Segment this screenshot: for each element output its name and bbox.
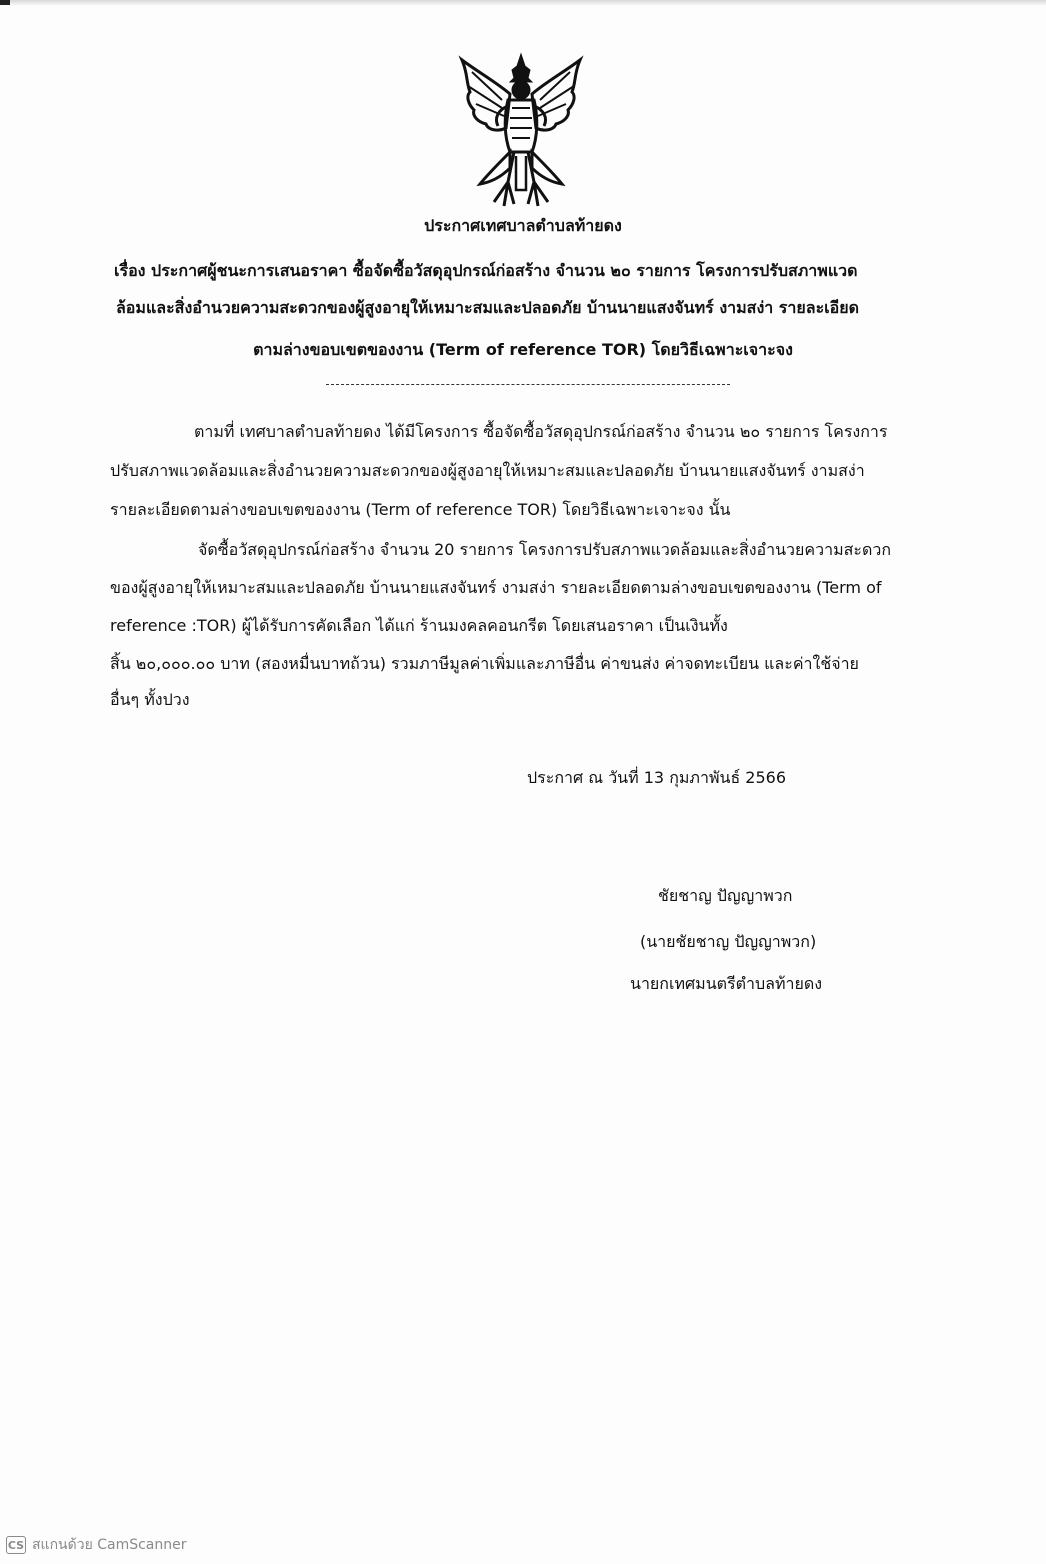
announcement-date: ประกาศ ณ วันที่ 13 กุมภาพันธ์ 2566 [527,768,787,787]
signed-name: ชัยชาญ ปัญญาพวก [658,886,793,905]
paragraph2-line-2: ของผู้สูงอายุให้เหมาะสมและปลอดภัย บ้านนายแสงจันทร์ งามสง่า รายละเอียดตามล่างขอบเขตของงาน (Term of [110,578,882,597]
paragraph2-line-4: สิ้น ๒๐,๐๐๐.๐๐ บาท (สองหมื่นบาทถ้วน) รวมภาษีมูลค่าเพิ่มและภาษีอื่น ค่าขนส่ง ค่าจดทะเบียน และค่าใช้จ่าย [110,654,859,673]
camscanner-text: สแกนด้วย CamScanner [32,1537,187,1553]
section-divider [326,384,730,385]
signatory-position: นายกเทศมนตรีตำบลท้ายดง [630,974,823,993]
subject-line-1: เรื่อง ประกาศผู้ชนะการเสนอราคา ซื้อจัดซื้อวัสดุอุปกรณ์ก่อสร้าง จำนวน ๒๐ รายการ โครงการปรับสภาพแวด [114,261,858,280]
document-title: ประกาศเทศบาลตำบลท้ายดง [424,216,622,235]
paragraph2-line-1: จัดซื้อวัสดุอุปกรณ์ก่อสร้าง จำนวน 20 รายการ โครงการปรับสภาพแวดล้อมและสิ่งอำนวยความสะดวก [198,540,892,559]
subject-line-3: ตามล่างขอบเขตของงาน (Term of reference TOR) โดยวิธีเฉพาะเจาะจง [253,340,793,359]
paragraph2-line-5: อื่นๆ ทั้งปวง [110,690,190,709]
signatory-full-name: (นายชัยชาญ ปัญญาพวก) [640,932,817,951]
garuda-emblem-icon [458,52,584,212]
scan-top-edge [0,0,1046,6]
subject-line-2: ล้อมและสิ่งอำนวยความสะดวกของผู้สูงอายุให้เหมาะสมและปลอดภัย บ้านนายแสงจันทร์ งามสง่า รายละเอียด [116,298,859,317]
scan-corner-mark [0,0,10,5]
paragraph1-line-3: รายละเอียดตามล่างขอบเขตของงาน (Term of reference TOR) โดยวิธีเฉพาะเจาะจง นั้น [110,500,731,519]
camscanner-watermark [6,1534,187,1556]
camscanner-icon: CS [6,1536,26,1554]
paragraph1-line-1: ตามที่ เทศบาลตำบลท้ายดง ได้มีโครงการ ซื้อจัดซื้อวัสดุอุปกรณ์ก่อสร้าง จำนวน ๒๐ รายการ โครงการ [194,422,888,441]
paragraph1-line-2: ปรับสภาพแวดล้อมและสิ่งอำนวยความสะดวกของผู้สูงอายุให้เหมาะสมและปลอดภัย บ้านนายแสงจันทร์ งามสง่า [110,461,865,480]
paragraph2-line-3: reference :TOR) ผู้ได้รับการคัดเลือก ได้แก่ ร้านมงคลคอนกรีต โดยเสนอราคา เป็นเงินทั้ง [110,616,728,635]
